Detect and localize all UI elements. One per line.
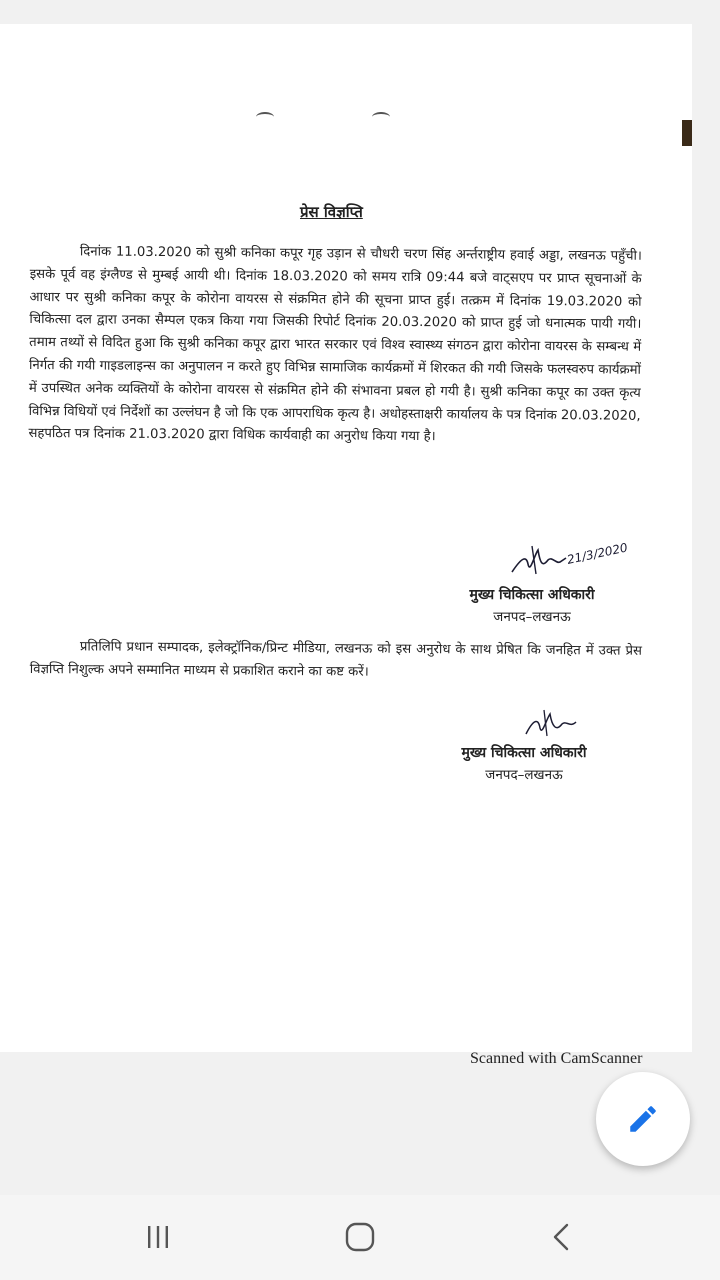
system-navigation-bar (0, 1195, 720, 1280)
back-icon (547, 1222, 577, 1252)
signature-block-1 (432, 584, 632, 628)
document-page (0, 24, 692, 1067)
home-button[interactable] (335, 1215, 385, 1259)
home-icon (343, 1220, 377, 1254)
signature-1-designation: मुख्य चिकित्सा अधिकारी (469, 587, 595, 603)
camscanner-watermark: Scanned with CamScanner (470, 1050, 643, 1067)
scan-top-mark (256, 112, 274, 122)
signature-2-district: जनपद–लखनऊ (485, 767, 563, 783)
signature-2-designation: मुख्य चिकित्सा अधिकारी (461, 745, 587, 761)
recent-apps-button[interactable] (133, 1215, 183, 1259)
document-title: प्रेस विज्ञप्ति (300, 203, 363, 221)
copy-note: प्रतिलिपि प्रधान सम्पादक, इलेक्ट्रॉनिक/प्रिन्ट मीडिया, लखनऊ को इस अनुरोध के साथ प्रेषित कि जनहित में उक्त प्रेस विज्ञप्ति निशुल्क अपने सम्मानित माध्यम से प्रकाशित कराने का कष्ट करें। (29, 639, 642, 680)
back-button[interactable] (537, 1215, 587, 1259)
recent-apps-icon (143, 1222, 173, 1252)
signature-2-image (520, 706, 590, 740)
document-body: दिनांक 11.03.2020 को सुश्री कनिका कपूर गृह उड़ान से चौधरी चरण सिंह अर्न्तराष्ट्रीय हवाई अड्डा, लखनऊ पहुँची। इसके पूर्व वह इंग्लैण्ड से मुम्बई आयी थी। दिनांक 18.03.2020 को समय रात्रि 09:44 बजे वाट्सएप पर प्राप्त सूचनाओं के आधार पर सुश्री कनिका कपूर के कोरोना वायरस से संक्रमित होने की सूचना प्राप्त हुई। तत्क्रम में दिनांक 19.03.2020 को चिकित्सा दल द्वारा उनका सैम्पल एकत्र किया गया जिसकी रिपोर्ट दिनांक 20.03.2020 को प्राप्त हुई जो धनात्मक पायी गयी। तमाम तथ्यों से विदित हुआ कि सुश्री कनिका कपूर द्वारा भारत सरकार एवं विश्व स्वास्थ्य संगठन द्वारा कोरोना वायरस के सम्बन्ध में निर्गत की गयी गाइडलाइन्स का अनुपालन न करते हुए विभिन्न सामाजिक कार्यक्रमों में शिरकत की गयी जिसके फलस्वरुप कार्यक्रमों में उपस्थित अनेक व्यक्तियों के कोरोना वायरस से संक्रमित होने की संभावना प्रबल हो गयी है। सुश्री कनिका कपूर का उक्त कृत्य विभिन्न विधियों एवं निर्देशों का उल्लंघन है जो कि एक आपराधिक कृत्य है। अधोहस्ताक्षरी कार्यालय के पत्र दिनांक 20.03.2020, सहपठित पत्र दिनांक 21.03.2020 द्वारा विधिक कार्यवाही का अनुरोध किया गया है। (28, 244, 642, 445)
signature-1-image (508, 538, 638, 582)
signature-block-2 (424, 742, 624, 786)
scan-top-mark (372, 112, 390, 122)
scan-edge-mark (682, 120, 692, 146)
pencil-icon (626, 1102, 660, 1136)
signature-1-date: 21/3/2020 (565, 540, 629, 567)
edit-fab-button[interactable] (596, 1072, 690, 1166)
signature-1-district: जनपद–लखनऊ (493, 609, 571, 625)
